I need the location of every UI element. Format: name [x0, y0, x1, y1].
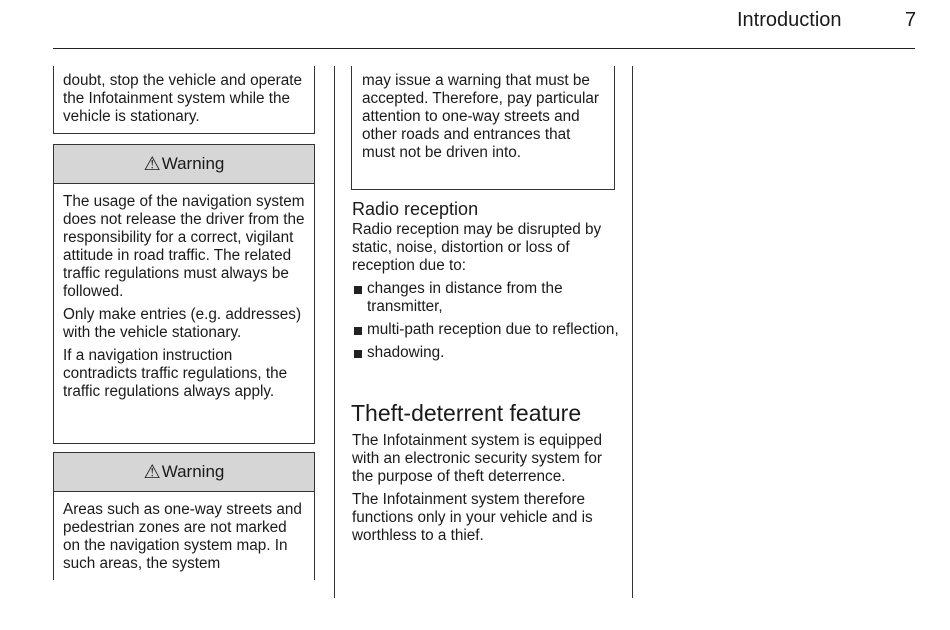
warning-paragraph: The usage of the navigation system does not release the driver from the responsibility for a correct, vigilant attitude in road traffic. The related traffic regulations must always be followed. — [63, 193, 305, 300]
theft-paragraph: The Infotainment system is equipped with an electronic security system for the purpose of theft deterrence. — [352, 432, 602, 485]
radio-intro: Radio reception may be disrupted by static, noise, distortion or loss of reception due to: — [352, 221, 602, 274]
warning-box-navigation-usage — [53, 144, 315, 444]
warning-paragraph: Only make entries (e.g. addresses) with the vehicle stationary. — [63, 306, 302, 341]
list-item: shadowing. — [352, 344, 622, 362]
warning-header — [54, 145, 314, 184]
radio-bullet-list — [352, 280, 622, 362]
page-number: 7 — [905, 9, 917, 31]
bullet-square-icon — [354, 350, 362, 358]
warning-paragraph: If a navigation instruction contradicts traffic regulations, the traffic regulations always apply. — [63, 347, 288, 400]
section-title: Introduction — [737, 9, 842, 31]
list-item: changes in distance from the transmitter, — [352, 280, 622, 316]
warning-title: Warning — [161, 154, 225, 173]
warning-triangle-icon: ⚠ — [143, 461, 161, 483]
theft-deterrent-section — [352, 432, 622, 545]
warning-body — [54, 184, 314, 412]
list-item: multi-path reception due to reflection, — [352, 321, 622, 339]
warning-paragraph: Areas such as one-way streets and pedestrian zones are not marked on the navigation system map. In such areas, the system — [63, 501, 302, 572]
theft-deterrent-heading: Theft-deterrent feature — [351, 400, 582, 426]
column-divider — [632, 66, 633, 598]
warning-body — [54, 492, 314, 584]
continued-warning-box — [351, 66, 615, 190]
warning-box-one-way-streets — [53, 452, 315, 580]
continued-warning-box — [53, 66, 315, 134]
bullet-square-icon — [354, 286, 362, 294]
continued-text: may issue a warning that must be accepted. Therefore, pay particular attention to one-way streets and other roads and entrances that must not be driven into. — [362, 72, 599, 161]
warning-triangle-icon: ⚠ — [143, 153, 161, 175]
warning-title: Warning — [161, 462, 225, 481]
header-divider — [53, 48, 915, 49]
continued-text: doubt, stop the vehicle and operate the Infotainment system while the vehicle is stationary. — [63, 72, 302, 125]
theft-paragraph: The Infotainment system therefore functions only in your vehicle and is worthless to a thief. — [352, 491, 593, 544]
warning-header — [54, 453, 314, 492]
column-divider — [334, 66, 335, 598]
radio-reception-heading: Radio reception — [352, 199, 479, 219]
bullet-square-icon — [354, 327, 362, 335]
radio-reception-section — [352, 221, 622, 367]
